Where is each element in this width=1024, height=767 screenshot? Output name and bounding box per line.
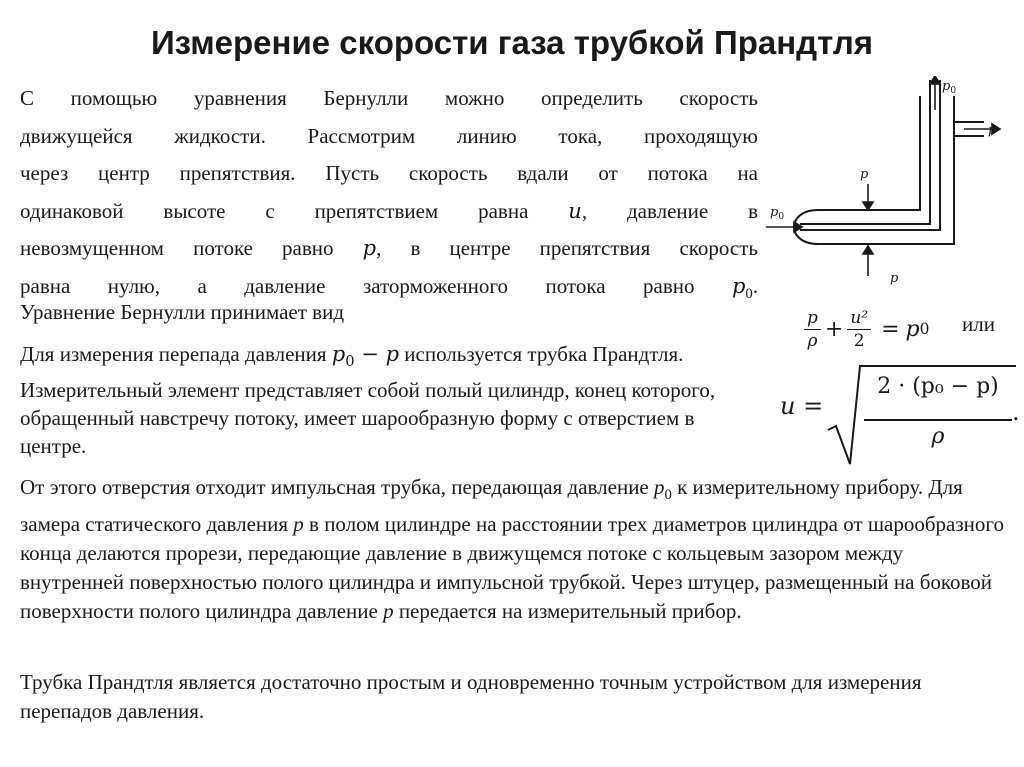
paragraph-bernoulli	[20, 80, 758, 313]
math-var-p0: p	[654, 475, 665, 499]
sqrt-numerator: 2 · (p₀ − p)	[877, 374, 999, 399]
subscript: 0	[664, 487, 672, 504]
text-span: , в центре препятствия скорость	[376, 236, 758, 260]
text-span: невозмущенном потоке равно	[20, 236, 363, 260]
subscript: 0	[745, 285, 753, 302]
paragraph-impulse-tube	[20, 473, 1010, 626]
label-p0-top: $p_0$	[942, 79, 957, 96]
text-span: От этого отверстия отходит импульсная трубка, передающая давление	[20, 475, 654, 499]
label-p0-left: $p_0$	[770, 205, 785, 222]
text-line	[20, 193, 758, 231]
text-span: , давление в	[581, 198, 758, 223]
sqrt-denominator: ρ	[931, 424, 945, 449]
text-span: передается на измерительный прибор.	[393, 599, 742, 624]
denominator: ρ	[807, 330, 818, 351]
bernoulli-equation	[800, 303, 929, 355]
label-p-right: p	[988, 123, 997, 138]
text-line: через центр препятствия. Пусть скорость вдали от потока на	[20, 161, 758, 185]
text-span: равна нулю, а давление заторможенного потока равно	[20, 273, 732, 298]
page-title: Измерение скорости газа трубкой Прандтля	[150, 24, 874, 61]
text-span: к измерительному прибору. Для замера статического давления	[20, 475, 963, 537]
math-var-p: p	[293, 512, 304, 537]
denominator: 2	[853, 330, 865, 351]
math-var-p: p	[362, 236, 377, 260]
arrow-head	[930, 76, 940, 84]
text-span: используется трубка Прандтля. Измерительный элемент представляет собой полый цилиндр, конец которого, обращенный навстречу потоку, имеет шарообразную форму с отверстием в центре.	[20, 342, 716, 459]
paragraph-prandtl-tube	[20, 340, 740, 460]
math-var-p0: p	[731, 273, 746, 298]
math-var-p0: p	[331, 342, 346, 366]
math-equals: =	[881, 316, 900, 342]
math-plus: +	[824, 316, 844, 342]
math-var-p: p	[385, 342, 400, 366]
arrow-head	[863, 202, 873, 210]
text-span: Для измерения перепада давления	[20, 342, 332, 366]
arrow-head	[863, 246, 873, 254]
fraction-p-over-rho	[804, 307, 821, 352]
text-span: в полом цилиндре на расстоянии трех диаметров цилиндра от шарообразного конца делаются прорези, передающие давление в движущемся потоке с кольцевым зазором между внутренней поверхностью полого цилиндра и импульсной трубкой. Через штуцер, размещенный на боковой поверхности полого цилиндра давление	[20, 512, 1004, 624]
math-var-p0: p	[905, 316, 920, 342]
numerator: p	[804, 307, 821, 330]
outer-tube-top-wall	[818, 96, 920, 210]
text-span: одинаковой высоте с препятствием равна	[20, 198, 569, 223]
math-u-equals: u =	[780, 392, 824, 420]
math-var-p: p	[383, 599, 394, 624]
or-text: или	[962, 312, 995, 336]
subscript: 0	[919, 320, 930, 338]
period: .	[1012, 398, 1020, 426]
text-line: движущейся жидкости. Рассмотрим линию тока, проходящую	[20, 123, 758, 148]
prandtl-tube-diagram	[764, 76, 1020, 290]
outer-tube-bottom-wall	[818, 96, 954, 244]
subscript: 0	[345, 353, 355, 371]
paragraph-conclusion: Трубка Прандтля является достаточно простым и одновременно точным устройством для измерения перепадов давления.	[20, 670, 922, 723]
math-minus: −	[354, 342, 386, 366]
fraction-u2-over-2	[847, 307, 871, 352]
text-span: .	[752, 273, 758, 298]
text-line	[20, 230, 758, 268]
math-var-u: u	[568, 198, 582, 223]
text-line: С помощью уравнения Бернулли можно определить скорость	[20, 86, 758, 110]
label-p-mid: p	[860, 167, 869, 182]
label-p-bottom: p	[890, 271, 899, 286]
text-line: Уравнение Бернулли принимает вид	[20, 300, 345, 324]
numerator: u²	[847, 307, 871, 330]
